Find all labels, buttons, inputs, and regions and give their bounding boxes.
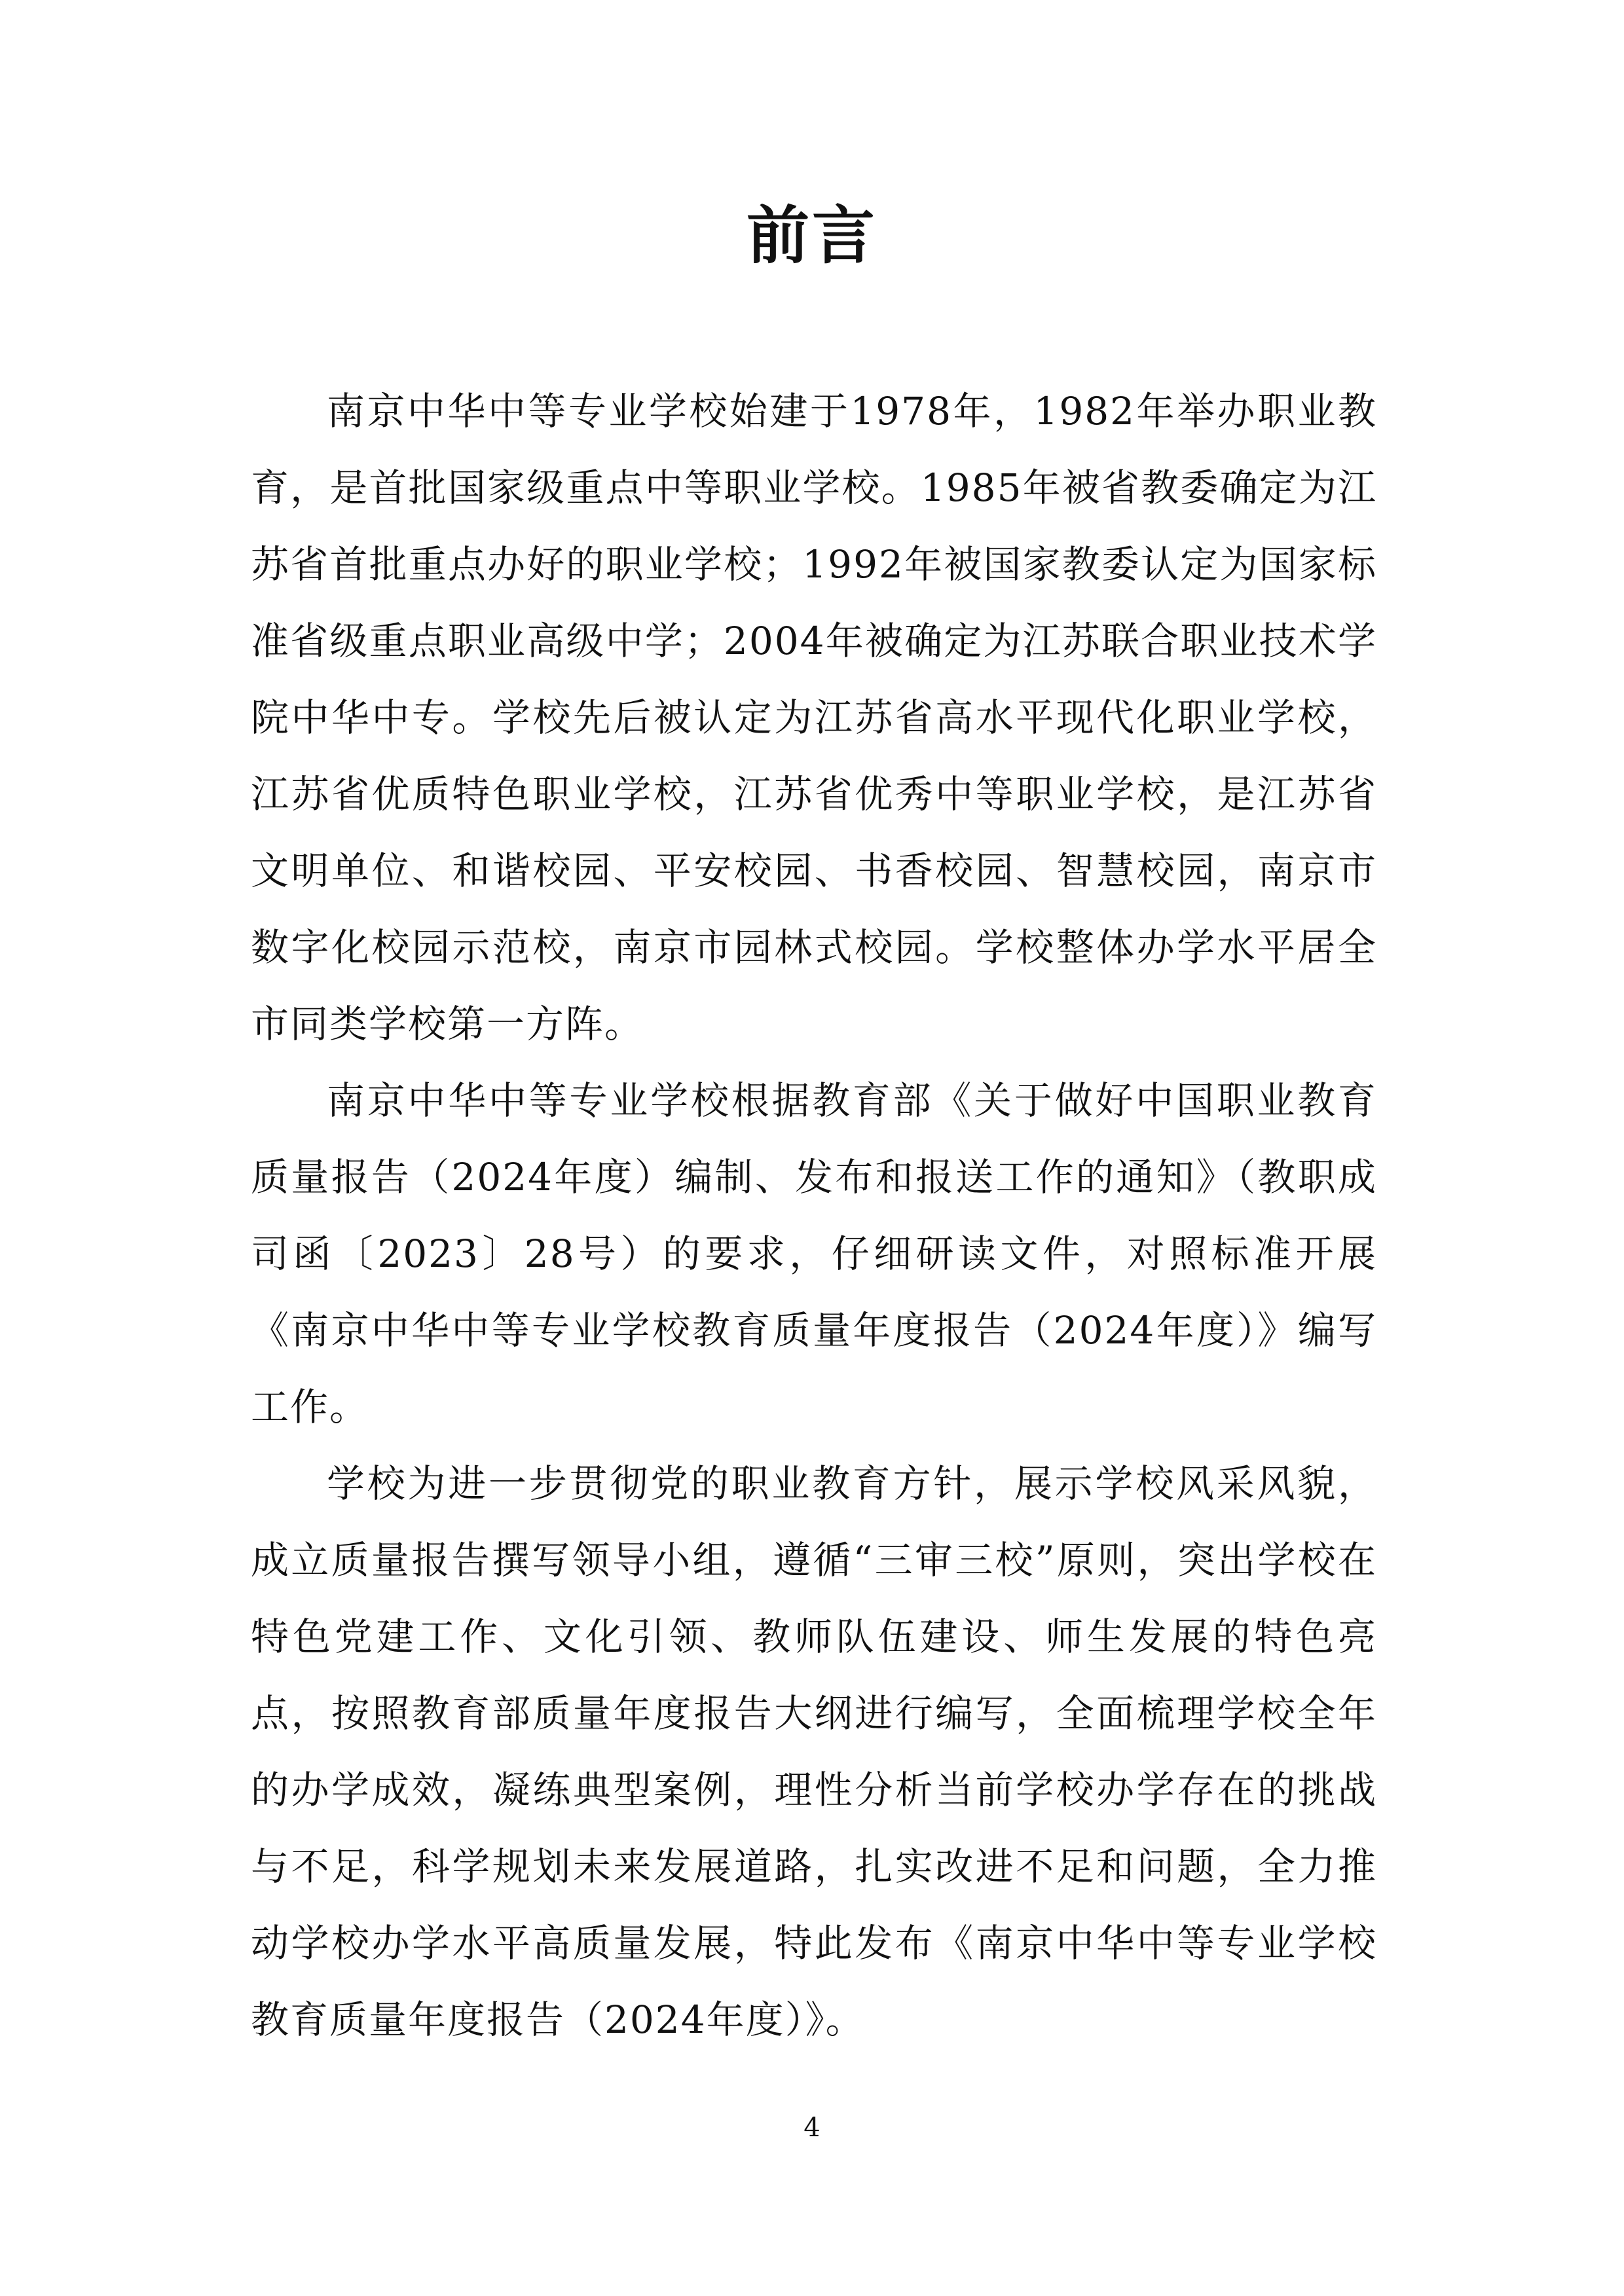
paragraph-report-purpose: 学校为进一步贯彻党的职业教育方针，展示学校风采风貌，成立质量报告撰写领导小组，遵循“三审三校”原则，突出学校在特色党建工作、文化引领、教师队伍建设、师生发展的特色亮点，按照教育部质量年度报告大纲进行编写，全面梳理学校全年的办学成效，凝练典型案例，理性分析当前学校办学存在的挑战与不足，科学规划未来发展道路，扎实改进不足和问题，全力推动学校办学水平高质量发展，特此发布《南京中华中等专业学校教育质量年度报告（2024年度）》。 xyxy=(251,1461,1377,2042)
page-title: 前言 xyxy=(747,199,877,272)
paragraph-school-history: 南京中华中等专业学校始建于1978年，1982年举办职业教育，是首批国家级重点中等职业学校。1985年被省教委确定为江苏省首批重点办好的职业学校；1992年被国家教委认定为国家标准省级重点职业高级中学；2004年被确定为江苏联合职业技术学院中华中专。学校先后被认定为江苏省高水平现代化职业学校，江苏省优质特色职业学校，江苏省优秀中等职业学校，是江苏省文明单位、和谐校园、平安校园、书香校园、智慧校园，南京市数字化校园示范校，南京市园林式校园。学校整体办学水平居全市同类学校第一方阵。 xyxy=(251,389,1377,1046)
document-body xyxy=(251,373,1377,2058)
paragraph-report-basis: 南京中华中等专业学校根据教育部《关于做好中国职业教育质量报告（2024年度）编制、发布和报送工作的通知》（教职成司函〔2023〕28号）的要求，仔细研读文件，对照标准开展《南京中华中等专业学校教育质量年度报告（2024年度）》编写工作。 xyxy=(251,1078,1377,1429)
page-number: 4 xyxy=(803,2113,821,2143)
